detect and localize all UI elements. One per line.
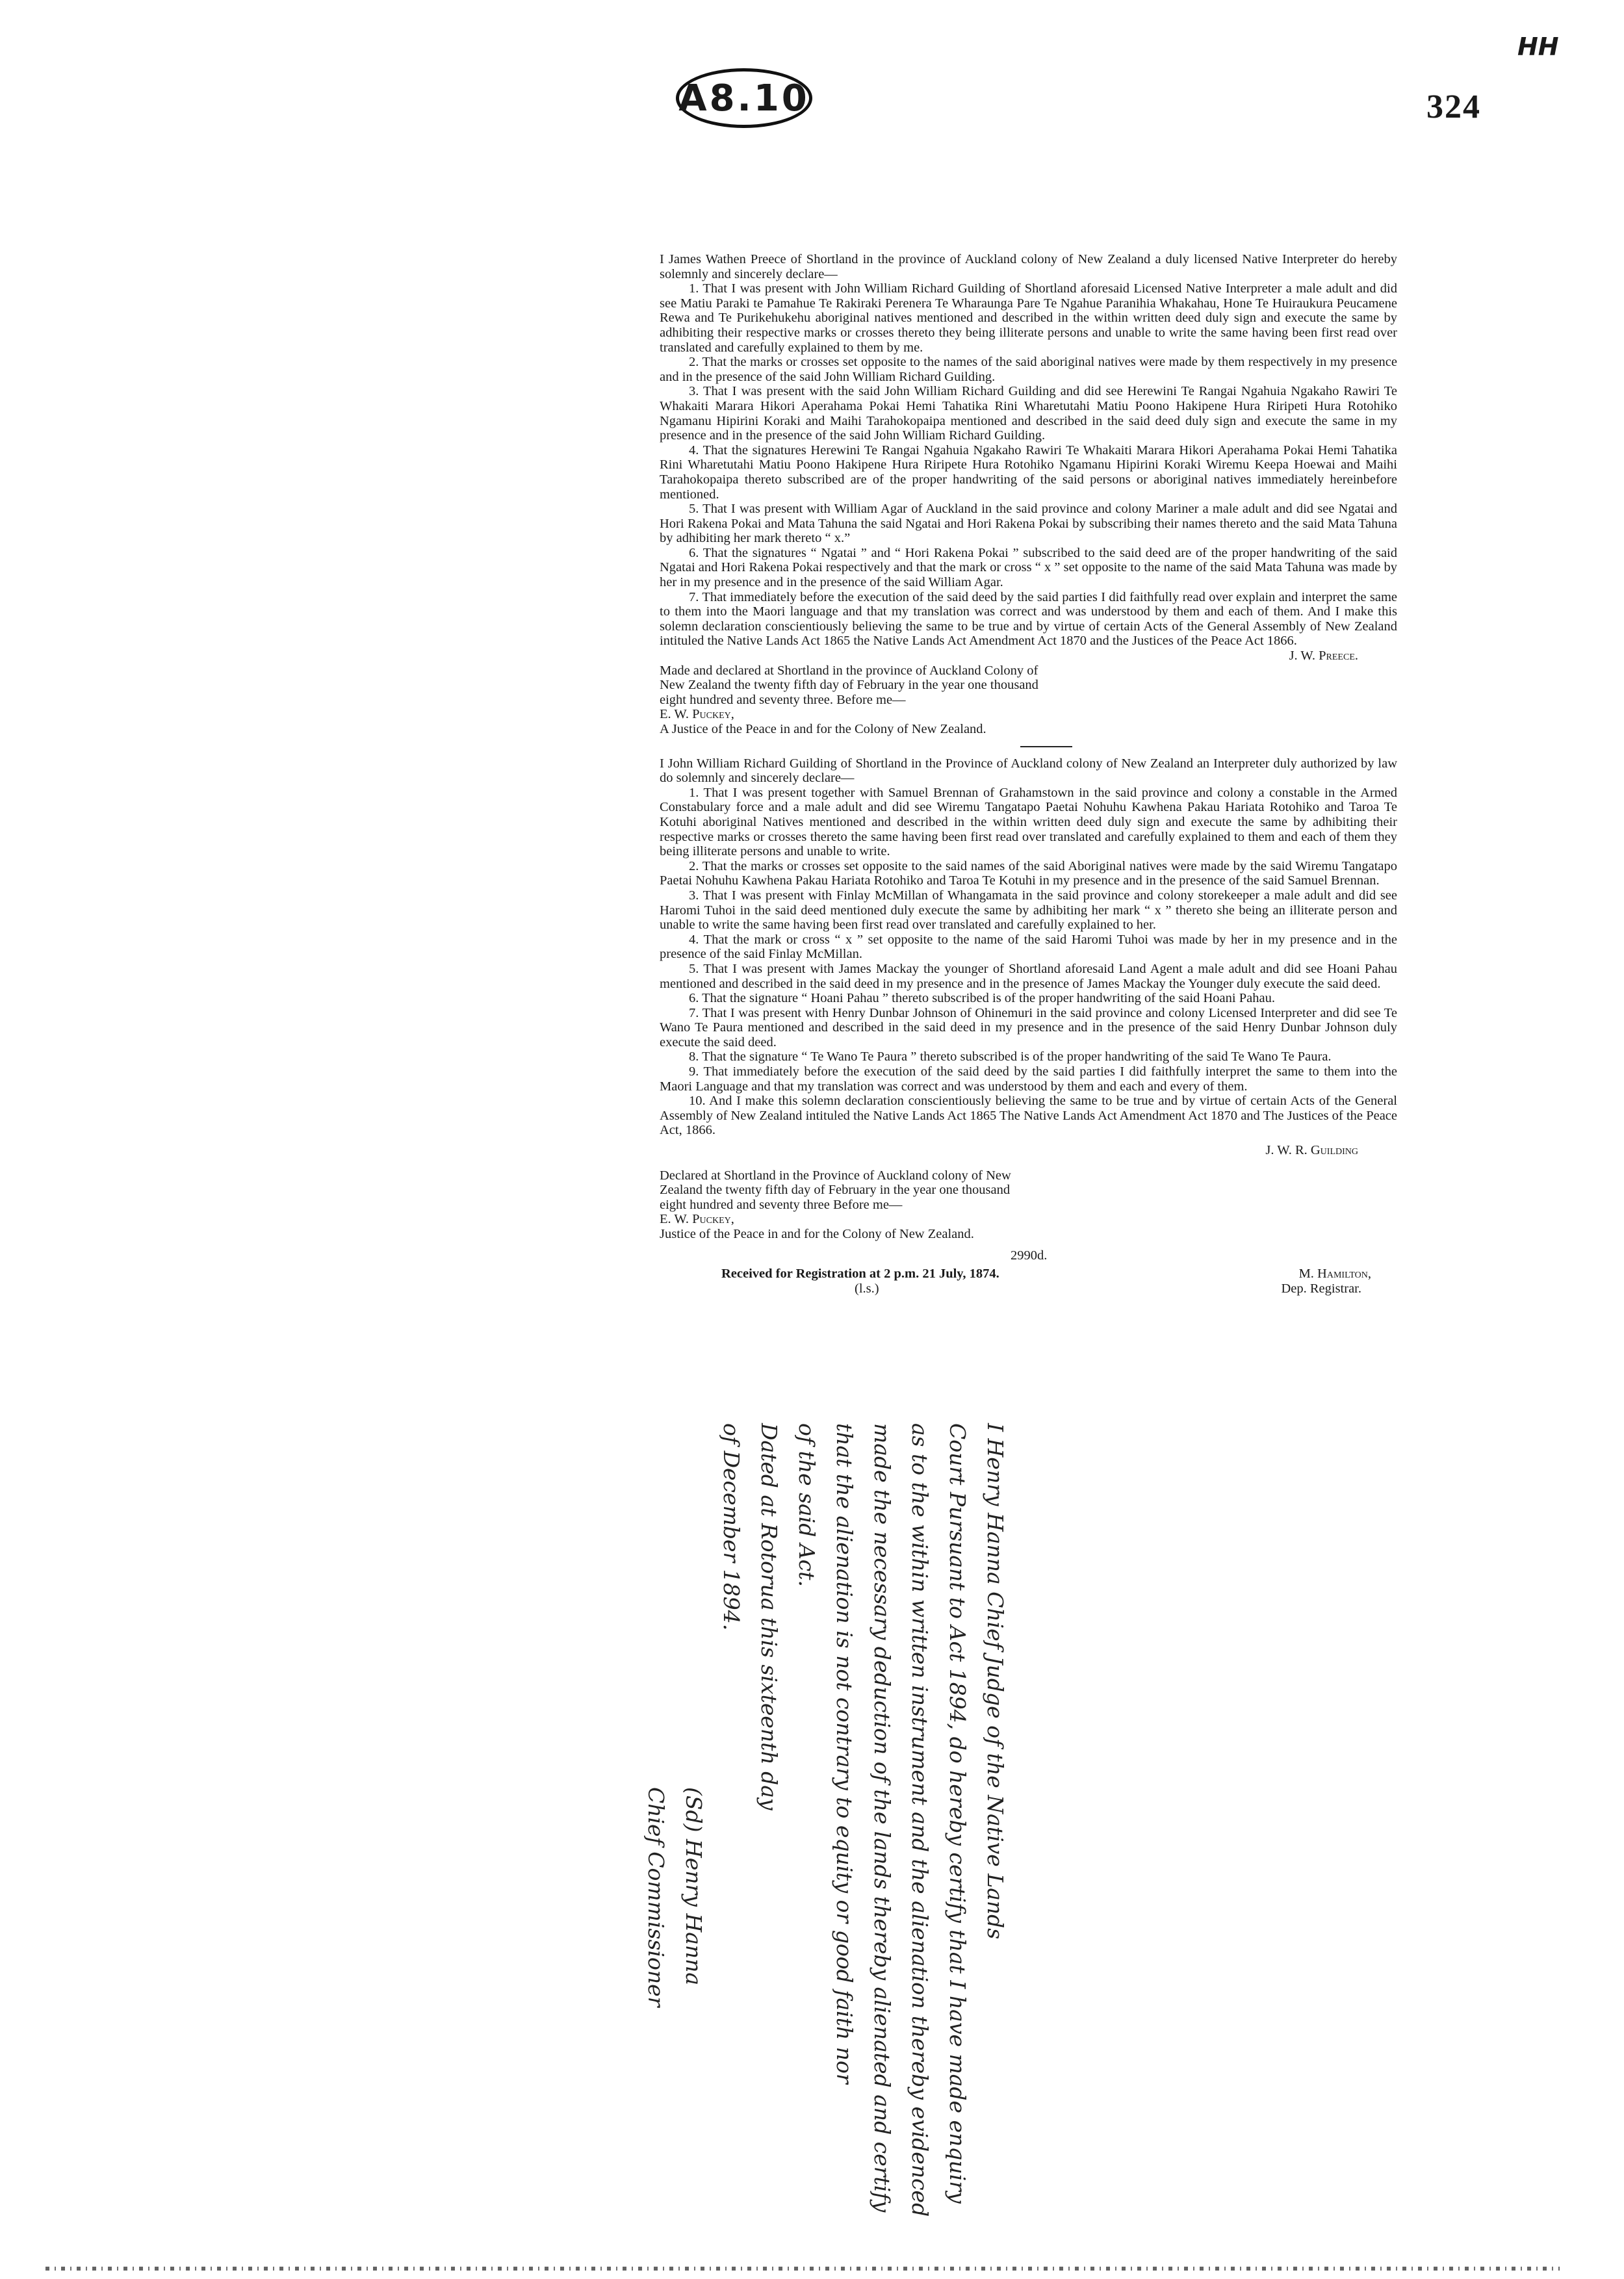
section-divider xyxy=(1020,746,1072,747)
margin-note-line: as to the within written instrument and the alienation thereby evidenced xyxy=(907,1423,933,2217)
guilding-jurat: Declared at Shortland in the Province of Auckland colony of New Zealand the twenty fifth day of February in the year one thousand eight hundred and seventy three Before me— xyxy=(660,1168,1011,1212)
guilding-opening: I John William Richard Guilding of Shortland in the Province of Auckland colony of New Zealand an Interpreter duly authorized by law do solemnly and sincerely declare— xyxy=(660,756,1397,786)
margin-note-line: I Henry Hanna Chief Judge of the Native Lands xyxy=(983,1423,1008,1940)
guilding-justice-name: E. W. Puckey, xyxy=(660,1212,734,1227)
guilding-para-1: 1. That I was present together with Samuel Brennan of Grahamstown in the said province and colony a constable in the Armed Constabulary force and a male adult and did see Wiremu Tangatapo Paetai Nohuhu Kawhena Pakau Hariata Rotohiko and Taroa Te Kotuhi aboriginal Natives mentioned and described in the within written deed duly sign and execute the same by adhibiting their respective marks or crosses thereto the same having been first read over translated and carefully explained to them and each of them they being illiterate persons and unable to write. xyxy=(660,785,1397,859)
preece-para-2: 2. That the marks or crosses set opposite to the names of the said aboriginal natives were made by them respectively in my presence and in the presence of the said John William Richard Guilding. xyxy=(660,355,1397,384)
handwritten-margin-note xyxy=(643,1423,1014,2261)
registrar-title: Dep. Registrar. xyxy=(1281,1281,1361,1296)
guilding-para-6: 6. That the signature “ Hoani Pahau ” thereto subscribed is of the proper handwriting of the said Hoani Pahau. xyxy=(689,991,1275,1006)
page-number: 324 xyxy=(1426,88,1481,125)
preece-para-1: 1. That I was present with John William Richard Guilding of Shortland aforesaid Licensed Native Interpreter a male adult and did see Matiu Paraki te Pamahue Te Rakiraki Perenera Te Wharaunga Pare Te Ngahue Paranihia Whakahau, Hone Te Huiraukura Peucamene Rewa and Te Purikehukehu aboriginal natives mentioned and described in the within written deed duly sign and execute the same by adhibiting their respective marks or crosses thereto they being illiterate persons and unable to write the same having been first read over translated and carefully explained to them by me. xyxy=(660,281,1397,355)
registration-block xyxy=(660,1267,1397,1281)
preece-declaration xyxy=(660,252,1397,1296)
registration-number: 2990d. xyxy=(1011,1248,1048,1263)
preece-opening: I James Wathen Preece of Shortland in the province of Auckland colony of New Zealand a duly licensed Native Interpreter do hereby solemnly and sincerely declare— xyxy=(660,252,1397,281)
preece-para-7: 7. That immediately before the execution of the said deed by the said parties I did faithfully read over explain and interpret the same to them into the Maori language and that my translation was correct and was understood by them and each of them. And I make this solemn declaration conscientiously believing the same to be true and by virtue of certain Acts of the General Assembly of New Zealand intituled the Native Lands Act 1865 the Native Lands Act Amendment Act 1870 and the Justices of the Peace Act 1866. xyxy=(660,589,1397,649)
preece-justice-title: A Justice of the Peace in and for the Colony of New Zealand. xyxy=(660,722,986,736)
margin-note-signature: (Sd) Henry Hanna xyxy=(681,1787,706,1986)
guilding-para-8: 8. That the signature “ Te Wano Te Paura ” thereto subscribed is of the proper handwriting of the said Te Wano Te Paura. xyxy=(689,1049,1332,1064)
margin-note-line: that the alienation is not contrary to equity or good faith nor xyxy=(832,1423,857,2084)
registration-received: Received for Registration at 2 p.m. 21 July, 1874. xyxy=(721,1267,999,1281)
margin-note-line: of the said Act. xyxy=(794,1423,819,1587)
preece-para-6: 6. That the signatures “ Ngatai ” and “ Hori Rakena Pokai ” subscribed to the said deed are of the proper handwriting of the said Ngatai and Hori Rakena Pokai respectively and that the mark or cross “ x ” set opposite to the name of the said Mata Tahuna was made by her in my presence and in the presence of the said William Agar. xyxy=(660,545,1397,590)
guilding-signature: J. W. R. Guilding xyxy=(1265,1143,1358,1158)
preece-para-3: 3. That I was present with the said John William Richard Guilding and did see Herewini Te Rangai Ngahuia Ngakaho Rawiri Te Whakaiti Marara Hikori Aperahama Pokai Hemi Tahatika Rini Wharetutahi Matiu Poono Hakipene Hura Riripeti Hura Rotohiko Ngamanu Hipirini Koraki and Maihi Tarahokopaipa mentioned and described in the said deed duly sign and execute the same in my presence and in the presence of the said John William Richard Guilding. xyxy=(660,384,1397,443)
margin-note-line: made the necessary deduction of the lands thereby alienated and certify xyxy=(870,1423,895,2213)
preece-signature: J. W. Preece. xyxy=(1289,649,1358,663)
margin-note-title: Chief Commissioner xyxy=(643,1787,669,2007)
registration-seal: (l.s.) xyxy=(855,1281,879,1296)
guilding-para-4: 4. That the mark or cross “ x ” set opposite to the name of the said Haromi Tuhoi was made by her in my presence and in the presence of the said Finlay McMillan. xyxy=(660,932,1397,962)
preece-justice-name: E. W. Puckey, xyxy=(660,707,734,722)
guilding-para-10: 10. And I make this solemn declaration conscientiously believing the same to be true and by virtue of certain Acts of the General Assembly of New Zealand intituled the Native Lands Act 1865 The Native Lands Act Amendment Act 1870 and The Justices of the Peace Act, 1866. xyxy=(660,1094,1397,1138)
initials: HH xyxy=(1517,32,1559,61)
margin-note-line: of December 1894. xyxy=(719,1423,744,1631)
scan-edge-strip xyxy=(45,2267,1560,2271)
guilding-para-2: 2. That the marks or crosses set opposite to the said names of the said Aboriginal natives were made by the said Wiremu Tangatapo Paetai Nohuhu Kawhena Pakau Hariata Rotohiko and Taroa Te Kotuhi in my presence and in the presence of the said Samuel Brennan. xyxy=(660,858,1397,888)
registrar-name: M. Hamilton, xyxy=(1298,1267,1371,1281)
preece-jurat: Made and declared at Shortland in the province of Auckland Colony of New Zealand the twenty fifth day of February in the year one thousand eight hundred and seventy three. Before me— xyxy=(660,663,1038,707)
registration-block-2 xyxy=(660,1281,1397,1296)
margin-note-line: Dated at Rotorua this sixteenth day xyxy=(756,1423,782,1810)
guilding-justice-title: Justice of the Peace in and for the Colony of New Zealand. xyxy=(660,1227,974,1241)
reference-mark: A8.10 xyxy=(676,68,812,128)
preece-para-4: 4. That the signatures Herewini Te Rangai Ngahuia Ngakaho Rawiri Te Whakaiti Marara Hikori Aperahama Pokai Hemi Tahatika Rini Wharetutahi Matiu Poono Hakipene Hura Riripete Hura Rotohiko Ngamanu Hipirini Koraki Wiremu Keepa Hoewai and Maihi Tarahokopaipa thereto subscribed are of the proper handwriting of the said persons or aboriginal natives immediately hereinbefore mentioned. xyxy=(660,443,1397,502)
guilding-para-9: 9. That immediately before the execution of the said deed by the said parties I did faithfully interpret the same to them into the Maori Language and that my translation was correct and was understood by them and each and every of them. xyxy=(660,1064,1397,1094)
preece-para-5: 5. That I was present with William Agar of Auckland in the said province and colony Mariner a male adult and did see Ngatai and Hori Rakena Pokai and Mata Tahuna the said Ngatai and Hori Rakena Pokai by subscribing their names thereto and the said Mata Tahuna by adhibiting her mark thereto “ x.” xyxy=(660,502,1397,546)
guilding-para-7: 7. That I was present with Henry Dunbar Johnson of Ohinemuri in the said province and colony Licensed Interpreter and did see Te Wano Te Paura mentioned and described in the said deed in my presence and in the presence of the said Henry Dunbar Johnson duly execute the said deed. xyxy=(660,1005,1397,1049)
guilding-para-5: 5. That I was present with James Mackay the younger of Shortland aforesaid Land Agent a male adult and did see Hoani Pahau mentioned and described in the said deed in my presence and in the presence of James Mackay the Younger duly execute the said deed. xyxy=(660,961,1397,991)
guilding-para-3: 3. That I was present with Finlay McMillan of Whangamata in the said province and colony storekeeper a male adult and did see Haromi Tuhoi in the said deed mentioned duly execute the same by adhibiting her mark “ x ” thereto she being an illiterate person and unable to write the same having been first read over translated and carefully explained to her. xyxy=(660,888,1397,933)
margin-note-line: Court Pursuant to Act 1894, do hereby certify that I have made enquiry xyxy=(945,1423,970,2204)
